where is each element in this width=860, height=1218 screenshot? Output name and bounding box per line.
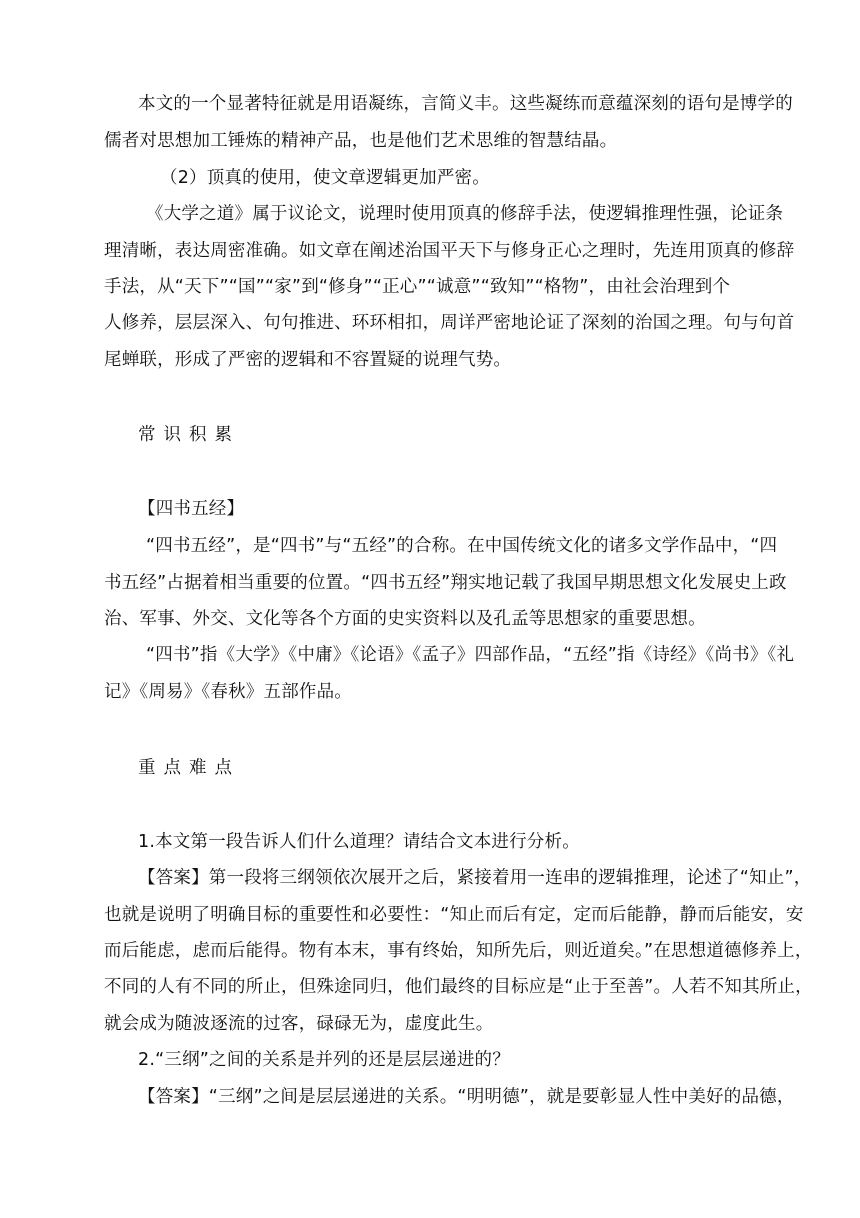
paragraph-line: “四书五经”，是“四书”与“五经”的合称。在中国传统文化的诸多文学作品中，“四 (146, 536, 778, 556)
subsection-heading: （2）顶真的使用，使文章逻辑更加严密。 (160, 168, 490, 188)
question: 2.“三纲”之间的关系是并列的还是层层递进的？ (138, 1050, 510, 1070)
answer-line: 【答案】“三纲”之间是层层递进的关系。“明明德”，就是要彰显人性中美好的品德， (138, 1087, 795, 1107)
paragraph-line: 尾蝉联，形成了严密的逻辑和不容置疑的说理气势。 (104, 350, 512, 370)
paragraph-line: 人修养，层层深入、句句推进、环环相扣，周详严密地论证了深刻的治国之理。句与句首 (104, 313, 795, 333)
paragraph-line: 本文的一个显著特征就是用语凝练，言简义丰。这些凝练而意蕴深刻的语句是博学的 (138, 94, 793, 114)
topic-heading: 【四书五经】 (138, 499, 245, 519)
answer-line: 也就是说明了明确目标的重要性和必要性：“知止而后有定，定而后能静，静而后能安，安 (104, 905, 804, 925)
paragraph-line: 治、军事、外交、文化等各个方面的史实资料以及孔孟等思想家的重要思想。 (104, 609, 706, 629)
paragraph-line: 儒者对思想加工锤炼的精神产品，也是他们艺术思维的智慧结晶。 (104, 131, 618, 151)
paragraph-line: 书五经”占据着相当重要的位置。“四书五经”翔实地记载了我国早期思想文化发展史上政 (104, 573, 787, 593)
paragraph-line: 理清晰，表达周密准确。如文章在阐述治国平天下与修身正心之理时，先连用顶真的修辞 (104, 241, 795, 261)
question: 1.本文第一段告诉人们什么道理？请结合文本进行分析。 (138, 832, 580, 852)
section-heading: 重点难点 (138, 758, 240, 778)
paragraph-line: “四书”指《大学》《中庸》《论语》《孟子》四部作品，“五经”指《诗经》《尚书》《礼 (146, 645, 795, 665)
section-heading: 常识积累 (138, 425, 240, 445)
paragraph-line: 手法，从“天下”“国”“家”到“修身”“正心”“诚意”“致知”“格物”，由社会治理到个 (104, 277, 731, 297)
paragraph-line: 《大学之道》属于议论文，说理时使用顶真的修辞手法，使逻辑推理性强，论证条 (146, 204, 784, 224)
answer-line: 【答案】第一段将三纲领依次展开之后，紧接着用一连串的逻辑推理，论述了“知止”， (138, 868, 812, 888)
paragraph-line: 记》《周易》《春秋》五部作品。 (104, 682, 352, 702)
answer-line: 而后能虑，虑而后能得。物有本末，事有终始，知所先后，则近道矣。”在思想道德修养上， (104, 941, 813, 961)
answer-line: 就会成为随波逐流的过客，碌碌无为，虚度此生。 (104, 1014, 494, 1034)
answer-line: 不同的人有不同的所止，但殊途同归，他们最终的目标应是“止于至善”。人若不知其所止， (104, 977, 813, 997)
